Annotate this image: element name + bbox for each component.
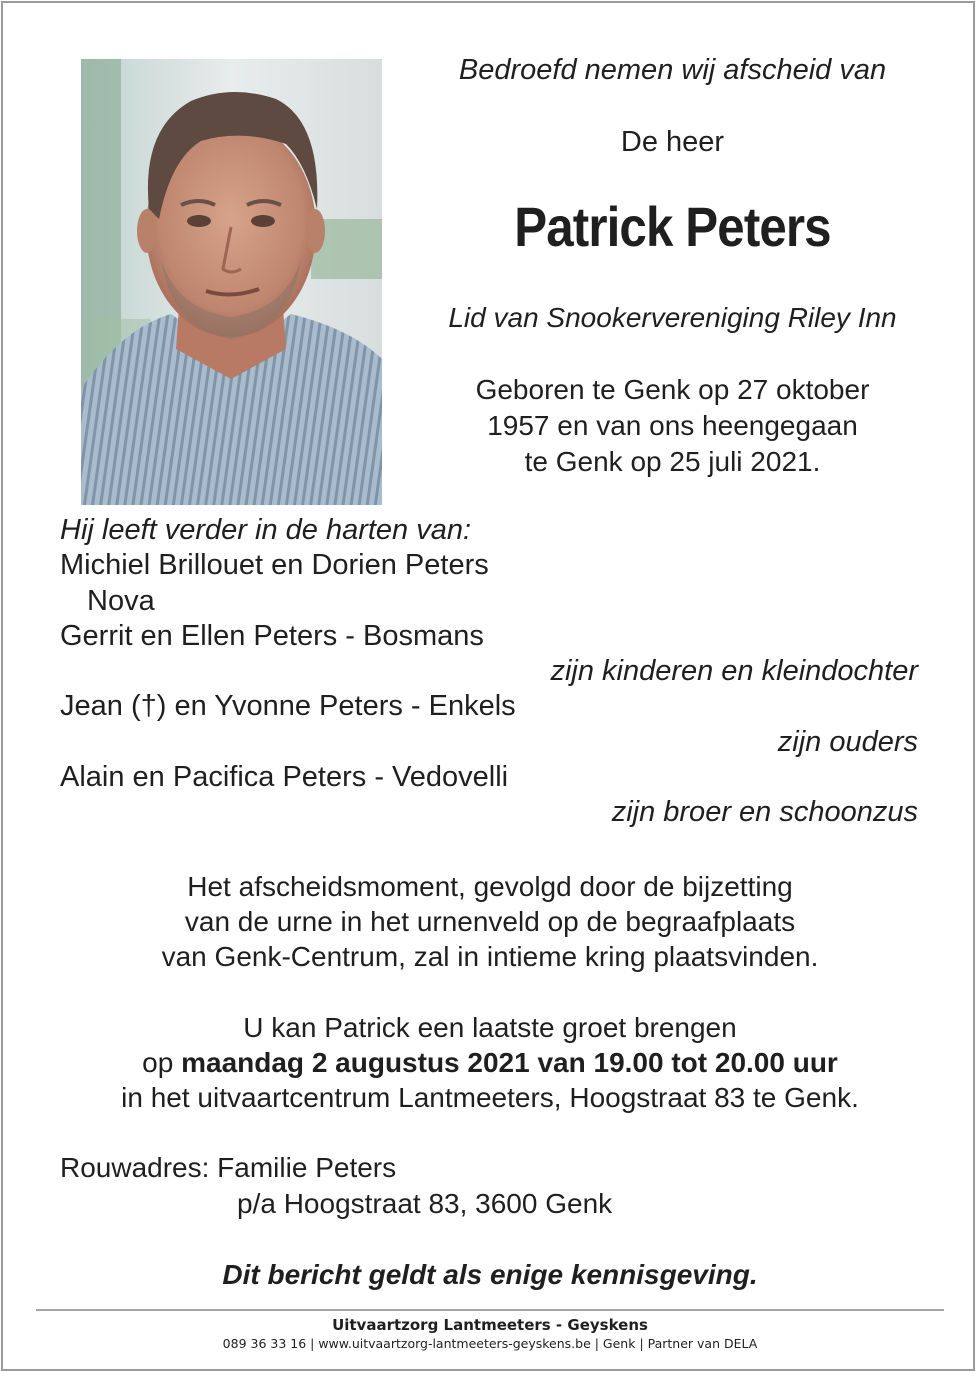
birth-death-line: te Genk op 25 juli 2021. (524, 446, 821, 477)
family-relation: zijn kinderen en kleindochter (550, 655, 918, 687)
ceremony-line: van de urne in het urnenveld op de begraafplaats (184, 906, 796, 937)
footer-contact: 089 36 33 16 | www.uitvaartzorg-lantmeeters-geyskens.be | Genk | Partner van DELA (222, 1336, 758, 1351)
family-line: Michiel Brillouet en Dorien Peters (60, 549, 489, 581)
closing-notice: Dit bericht geldt als enige kennisgeving. (222, 1259, 758, 1290)
ceremony-line: van Genk-Centrum, zal in intieme kring plaatsvinden. (161, 941, 819, 972)
ceremony-line: Het afscheidsmoment, gevolgd door de bijzetting (187, 871, 793, 902)
deceased-name: Patrick Peters (514, 195, 831, 258)
family-line: Gerrit en Ellen Peters - Bosmans (60, 620, 484, 652)
family-relation: zijn broer en schoonzus (611, 796, 918, 828)
birth-death-line: Geboren te Genk op 27 oktober (475, 374, 870, 405)
family-relation: zijn ouders (777, 726, 918, 758)
family-line: Alain en Pacifica Peters - Vedovelli (60, 761, 509, 793)
visit-line (40, 1045, 940, 1080)
visit-line: in het uitvaartcentrum Lantmeeters, Hoogstraat 83 te Genk. (121, 1082, 859, 1113)
address-line: Rouwadres: Familie Peters (60, 1152, 397, 1183)
intro-text: Bedroefd nemen wij afscheid van (458, 54, 887, 86)
visit-block (40, 1010, 940, 1115)
ceremony-block (40, 869, 940, 974)
portrait-photo (81, 59, 382, 505)
footer-divider (36, 1309, 944, 1311)
footer-company: Uitvaartzorg Lantmeeters - Geyskens (332, 1316, 648, 1334)
visit-line: U kan Patrick een laatste groet brengen (243, 1012, 737, 1043)
birth-death-block (420, 372, 925, 480)
address-line: p/a Hoogstraat 83, 3600 Genk (237, 1188, 613, 1219)
salutation: De heer (620, 126, 725, 158)
visit-date-time: maandag 2 augustus 2021 van 19.00 tot 20.00 uur (181, 1047, 838, 1078)
birth-death-line: 1957 en van ons heengegaan (487, 410, 858, 441)
family-line: Nova (87, 585, 155, 617)
family-line: Jean (†) en Yvonne Peters - Enkels (60, 690, 516, 722)
membership-text: Lid van Snookervereniging Riley Inn (448, 302, 897, 333)
visit-prefix: op (142, 1047, 182, 1078)
deceased-name-wrap (420, 194, 925, 259)
family-intro: Hij leeft verder in de harten van: (60, 514, 472, 546)
